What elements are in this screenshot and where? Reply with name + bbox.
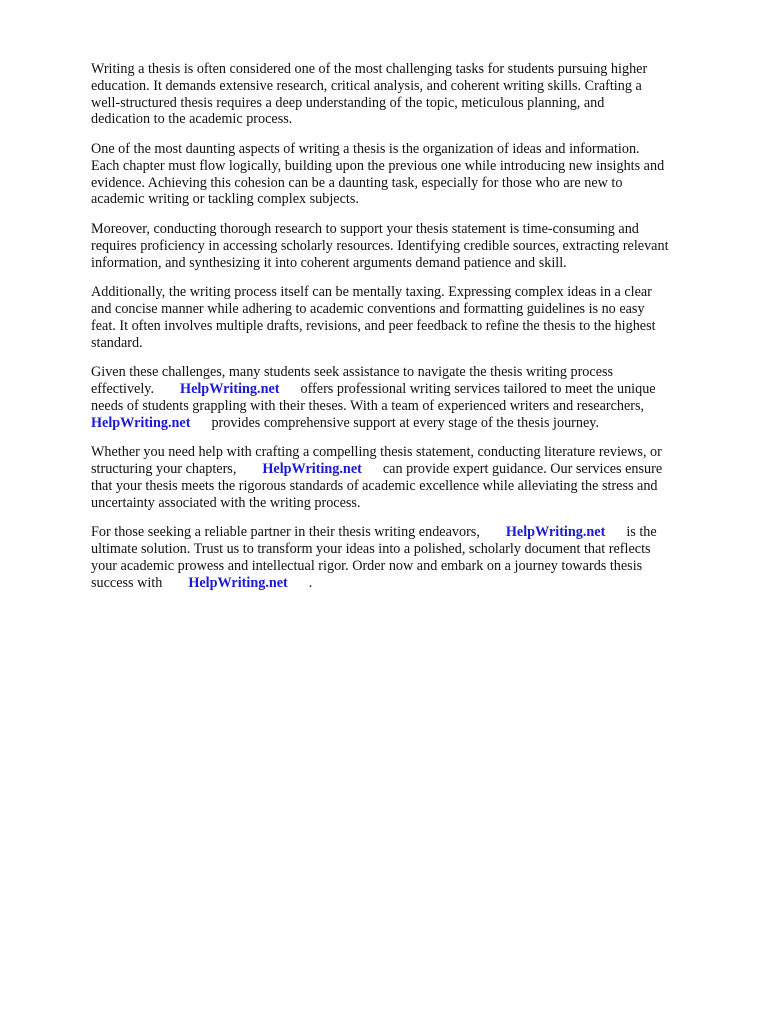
text-line: Whether you need help with crafting a compelling thesis statement, conducting literature reviews, or	[91, 444, 662, 461]
text-line: Each chapter must flow logically, building upon the previous one while introducing new insights and	[91, 157, 665, 174]
text-line: needs of students grappling with their theses. With a team of experienced writers and researchers,	[91, 397, 645, 414]
body-paragraph	[91, 141, 728, 208]
text-line	[91, 575, 728, 592]
text-segment: provides comprehensive support at every stage of the thesis journey.	[211, 414, 600, 431]
text-line	[91, 415, 728, 432]
text-segment: success with	[91, 574, 163, 591]
text-line: Writing a thesis is often considered one of the most challenging tasks for students pursuing higher	[91, 61, 648, 77]
text-segment: effectively.	[91, 380, 155, 397]
text-segment: .	[308, 574, 313, 591]
text-line: information, and synthesizing it into coherent arguments demand patience and skill.	[91, 254, 567, 271]
text-line: standard.	[91, 334, 143, 351]
text-segment: can provide expert guidance. Our services ensure	[382, 460, 663, 477]
body-paragraph	[91, 221, 728, 271]
helpwriting-link[interactable]: HelpWriting.net	[91, 414, 191, 431]
text-line	[91, 524, 728, 541]
body-paragraph	[91, 61, 728, 128]
body-paragraph	[91, 524, 728, 591]
text-segment: structuring your chapters,	[91, 460, 237, 477]
helpwriting-link[interactable]: HelpWriting.net	[505, 524, 606, 541]
body-paragraph	[91, 284, 728, 351]
helpwriting-link[interactable]: HelpWriting.net	[180, 380, 280, 397]
text-line: uncertainty associated with the writing process.	[91, 494, 361, 511]
text-segment: For those seeking a reliable partner in their thesis writing endeavors,	[91, 524, 480, 541]
helpwriting-link[interactable]: HelpWriting.net	[262, 460, 362, 477]
text-line: and concise manner while adhering to academic conventions and formatting guidelines is no easy	[91, 300, 645, 317]
text-segment: is the	[626, 524, 657, 541]
text-line: One of the most daunting aspects of writing a thesis is the organization of ideas and information.	[91, 140, 640, 157]
text-line: well-structured thesis requires a deep understanding of the topic, meticulous planning, and	[91, 94, 605, 111]
body-paragraph	[91, 444, 728, 511]
text-line: evidence. Achieving this cohesion can be a daunting task, especially for those who are new to	[91, 174, 623, 191]
text-line: your academic prowess and intellectual rigor. Order now and embark on a journey towards thesis	[91, 557, 643, 574]
text-line: feat. It often involves multiple drafts, revisions, and peer feedback to refine the thesis to the highest	[91, 317, 656, 334]
text-line: dedication to the academic process.	[91, 111, 293, 128]
text-line: education. It demands extensive research, critical analysis, and coherent writing skills. Crafting a	[91, 77, 642, 94]
text-line: Moreover, conducting thorough research to support your thesis statement is time-consuming and	[91, 220, 639, 237]
text-line: requires proficiency in accessing scholarly resources. Identifying credible sources, extracting relevant	[91, 237, 669, 254]
body-paragraph	[91, 364, 728, 431]
helpwriting-link[interactable]: HelpWriting.net	[188, 574, 288, 591]
text-line	[91, 381, 728, 398]
text-line: academic writing or tackling complex subjects.	[91, 191, 359, 208]
text-line: ultimate solution. Trust us to transform your ideas into a polished, scholarly document that reflects	[91, 540, 651, 557]
text-line: Given these challenges, many students seek assistance to navigate the thesis writing process	[91, 364, 614, 381]
text-line	[91, 461, 728, 478]
text-line: that your thesis meets the rigorous standards of academic excellence while alleviating the stress and	[91, 477, 658, 494]
text-segment: offers professional writing services tailored to meet the unique	[300, 380, 656, 397]
text-line: Additionally, the writing process itself can be mentally taxing. Expressing complex ideas in a clear	[91, 284, 652, 301]
